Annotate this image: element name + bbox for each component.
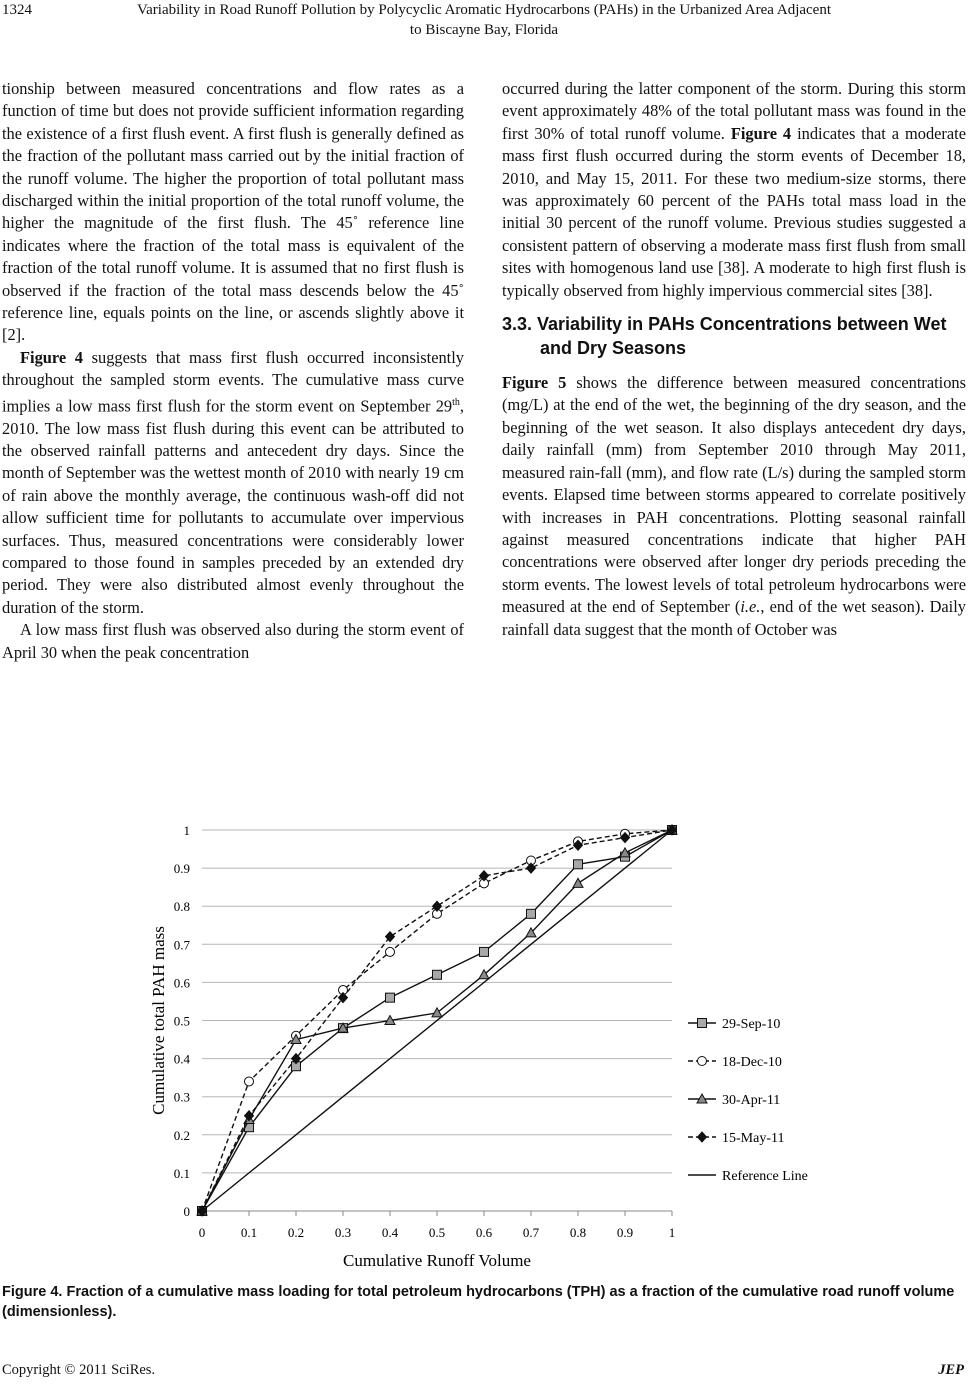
header-title-line1: Variability in Road Runoff Pollution by Polycyclic Aromatic Hydrocarbons (PAHs) in the Urbanized Area Adjacent [136, 2, 832, 18]
data-point [433, 901, 442, 911]
page-footer [2, 1362, 964, 1379]
y-tick-label: 0.8 [173, 899, 190, 915]
y-tick-label: 0.5 [173, 1013, 190, 1029]
left-paragraph-2-text-b: , 2010. The low mass fist flush during this event can be attributed to the observed rainfall patterns and antecedent dry days. Since the month of September was the wettest month of 2010 with nearly 19 cm of rain above the monthly average, the continuous wash-off did not allow sufficient time for pollutants to accumulate over impervious surfaces. Thus, measured concentrations were considerably lower compared to those found in samples preceded by an extended dry period. They were also distributed almost evenly throughout the duration of the storm. [2, 396, 464, 617]
x-tick-label: 1 [668, 1225, 676, 1240]
x-tick-label: 0.3 [334, 1225, 352, 1240]
data-point [386, 947, 395, 956]
legend-label: Reference Line [722, 1169, 808, 1184]
y-tick-label: 0.9 [173, 861, 190, 877]
right-paragraph-2-text-a: shows the difference between measured concentrations (mg/L) at the end of the wet, the beginning of the dry season, and the beginning of the wet season. It also displays antecedent dry days, daily rainfall (mm) from September 2010 through May 2011, measured rain-fall (mm), and flow rate (L/s) during the sampled storm events. Elapsed time between storms appeared to correlate positively with increases in PAH concentrations. Plotting seasonal rainfall against measured concentrations indicate that higher PAH concentrations were observed after longer dry periods preceding the storm events. The lowest levels of total petroleum hydrocarbons were measured at the end of September ( [502, 373, 966, 617]
x-tick-label: 0.4 [381, 1225, 399, 1240]
y-tick-label: 0.7 [173, 937, 190, 953]
x-tick-label: 0.6 [475, 1225, 493, 1240]
data-point [527, 863, 536, 873]
left-paragraph-3: A low mass first flush was observed also during the storm event of April 30 when the peak concentration [2, 620, 464, 662]
x-tick-label: 0.7 [522, 1225, 540, 1240]
data-point [433, 970, 442, 979]
journal-abbrev: JEP [938, 1362, 964, 1378]
legend-label: 15-May-11 [722, 1131, 785, 1146]
section-heading: 3.3. Variability in PAHs Concentrations between Wet and Dry Seasons [502, 314, 947, 359]
figure-5-ref[interactable]: Figure 5 [502, 373, 567, 393]
legend-entry [688, 1017, 780, 1032]
right-column [502, 78, 966, 641]
x-tick-label: 0.9 [616, 1225, 634, 1240]
legend-entry [688, 1055, 782, 1070]
copyright: Copyright © 2011 SciRes. [2, 1362, 156, 1378]
right-paragraph-1-text-b: indicates that a moderate mass first flush occurred during the storm events of December 18, 2010, and May 15, 2011. For these two medium-size storms, there was approximately 60 percent of the PAHs total mass load in the initial 30 percent of the runoff volume. Previous studies suggested a consistent pattern of observing a moderate mass first flush from small sites with homogenous land use [38]. A moderate to high first flush is typically observed from highly impervious commercial sites [38]. [502, 123, 966, 300]
y-tick-label: 0 [183, 1204, 190, 1219]
legend-label: 30-Apr-11 [722, 1093, 781, 1108]
y-tick-label: 0.2 [173, 1127, 190, 1143]
header-title-line2: to Biscayne Bay, Florida [409, 22, 559, 38]
legend-marker [698, 1057, 707, 1066]
page-number: 1324 [2, 2, 32, 18]
left-column [2, 78, 464, 664]
figure-caption: Figure 4. Fraction of a cumulative mass loading for total petroleum hydrocarbons (TPH) as a fraction of the cumulative road runoff volume (dimensionless). [2, 1284, 955, 1320]
y-tick-label: 0.4 [173, 1051, 190, 1067]
x-tick-label: 0.1 [240, 1225, 258, 1240]
legend-marker [698, 1019, 707, 1028]
left-paragraph-1: tionship between measured concentrations and flow rates as a function of time but does not provide sufficient information regarding the existence of a first flush event. A first flush is generally defined as the fraction of the pollutant mass carried out by the initial fraction of the runoff volume. The higher the proportion of total pollutant mass discharged within the initial proportion of the total runoff volume, the higher the magnitude of the first flush. The 45˚ reference line indicates where the fraction of the total mass is equivalent of the fraction of the total runoff volume. It is assumed that no first flush is observed if the fraction of the total mass descends below the 45˚ reference line, equals points on the line, or ascends slightly above it [2]. [2, 79, 464, 345]
left-paragraph-2-text-a: suggests that mass first flush occurred inconsistently throughout the sampled storm events. The cumulative mass curve implies a low mass first flush for the storm event on September 29 [2, 347, 464, 416]
data-point [480, 871, 489, 881]
legend-entry [688, 1131, 784, 1146]
legend-label: 29-Sep-10 [722, 1017, 781, 1032]
x-axis-title: Cumulative Runoff Volume [343, 1251, 531, 1270]
figure-4-ref[interactable]: Figure 4 [20, 347, 83, 367]
y-tick-label: 1 [183, 823, 190, 838]
right-paragraph-1 [502, 78, 966, 302]
legend-marker [698, 1132, 707, 1142]
right-paragraph-2-text-b: , end of the wet season). Daily rainfall data suggest that the month of October was [502, 597, 966, 639]
right-paragraph-2 [502, 372, 966, 641]
data-point [245, 1077, 254, 1086]
ie-italic: i.e. [740, 597, 761, 617]
x-tick-label: 0.2 [287, 1225, 305, 1240]
cumulative-mass-chart [140, 815, 840, 1275]
figure-4-ref-2[interactable]: Figure 4 [730, 123, 792, 143]
y-tick-label: 0.1 [173, 1165, 190, 1181]
right-paragraph-1-text-a: occurred during the latter component of the storm. During this storm event approximately 48% of the total pollutant mass was found in the first 30% of total runoff volume. [502, 79, 966, 143]
x-tick-label: 0 [198, 1225, 206, 1240]
data-point [527, 909, 536, 918]
y-axis-title: Cumulative total PAH mass [149, 926, 168, 1115]
x-tick-label: 0.5 [428, 1225, 446, 1240]
y-tick-label: 0.6 [173, 975, 190, 991]
legend-entry [688, 1093, 780, 1108]
superscript-th: th [452, 396, 460, 408]
data-point [574, 860, 583, 869]
running-header [0, 0, 968, 40]
x-tick-label: 0.8 [569, 1225, 587, 1240]
left-paragraph-2 [2, 347, 464, 619]
y-tick-label: 0.3 [173, 1089, 190, 1105]
data-point [480, 947, 489, 956]
data-point [386, 993, 395, 1002]
data-point [573, 878, 583, 887]
legend-label: 18-Dec-10 [722, 1055, 782, 1070]
legend-entry [688, 1169, 808, 1184]
